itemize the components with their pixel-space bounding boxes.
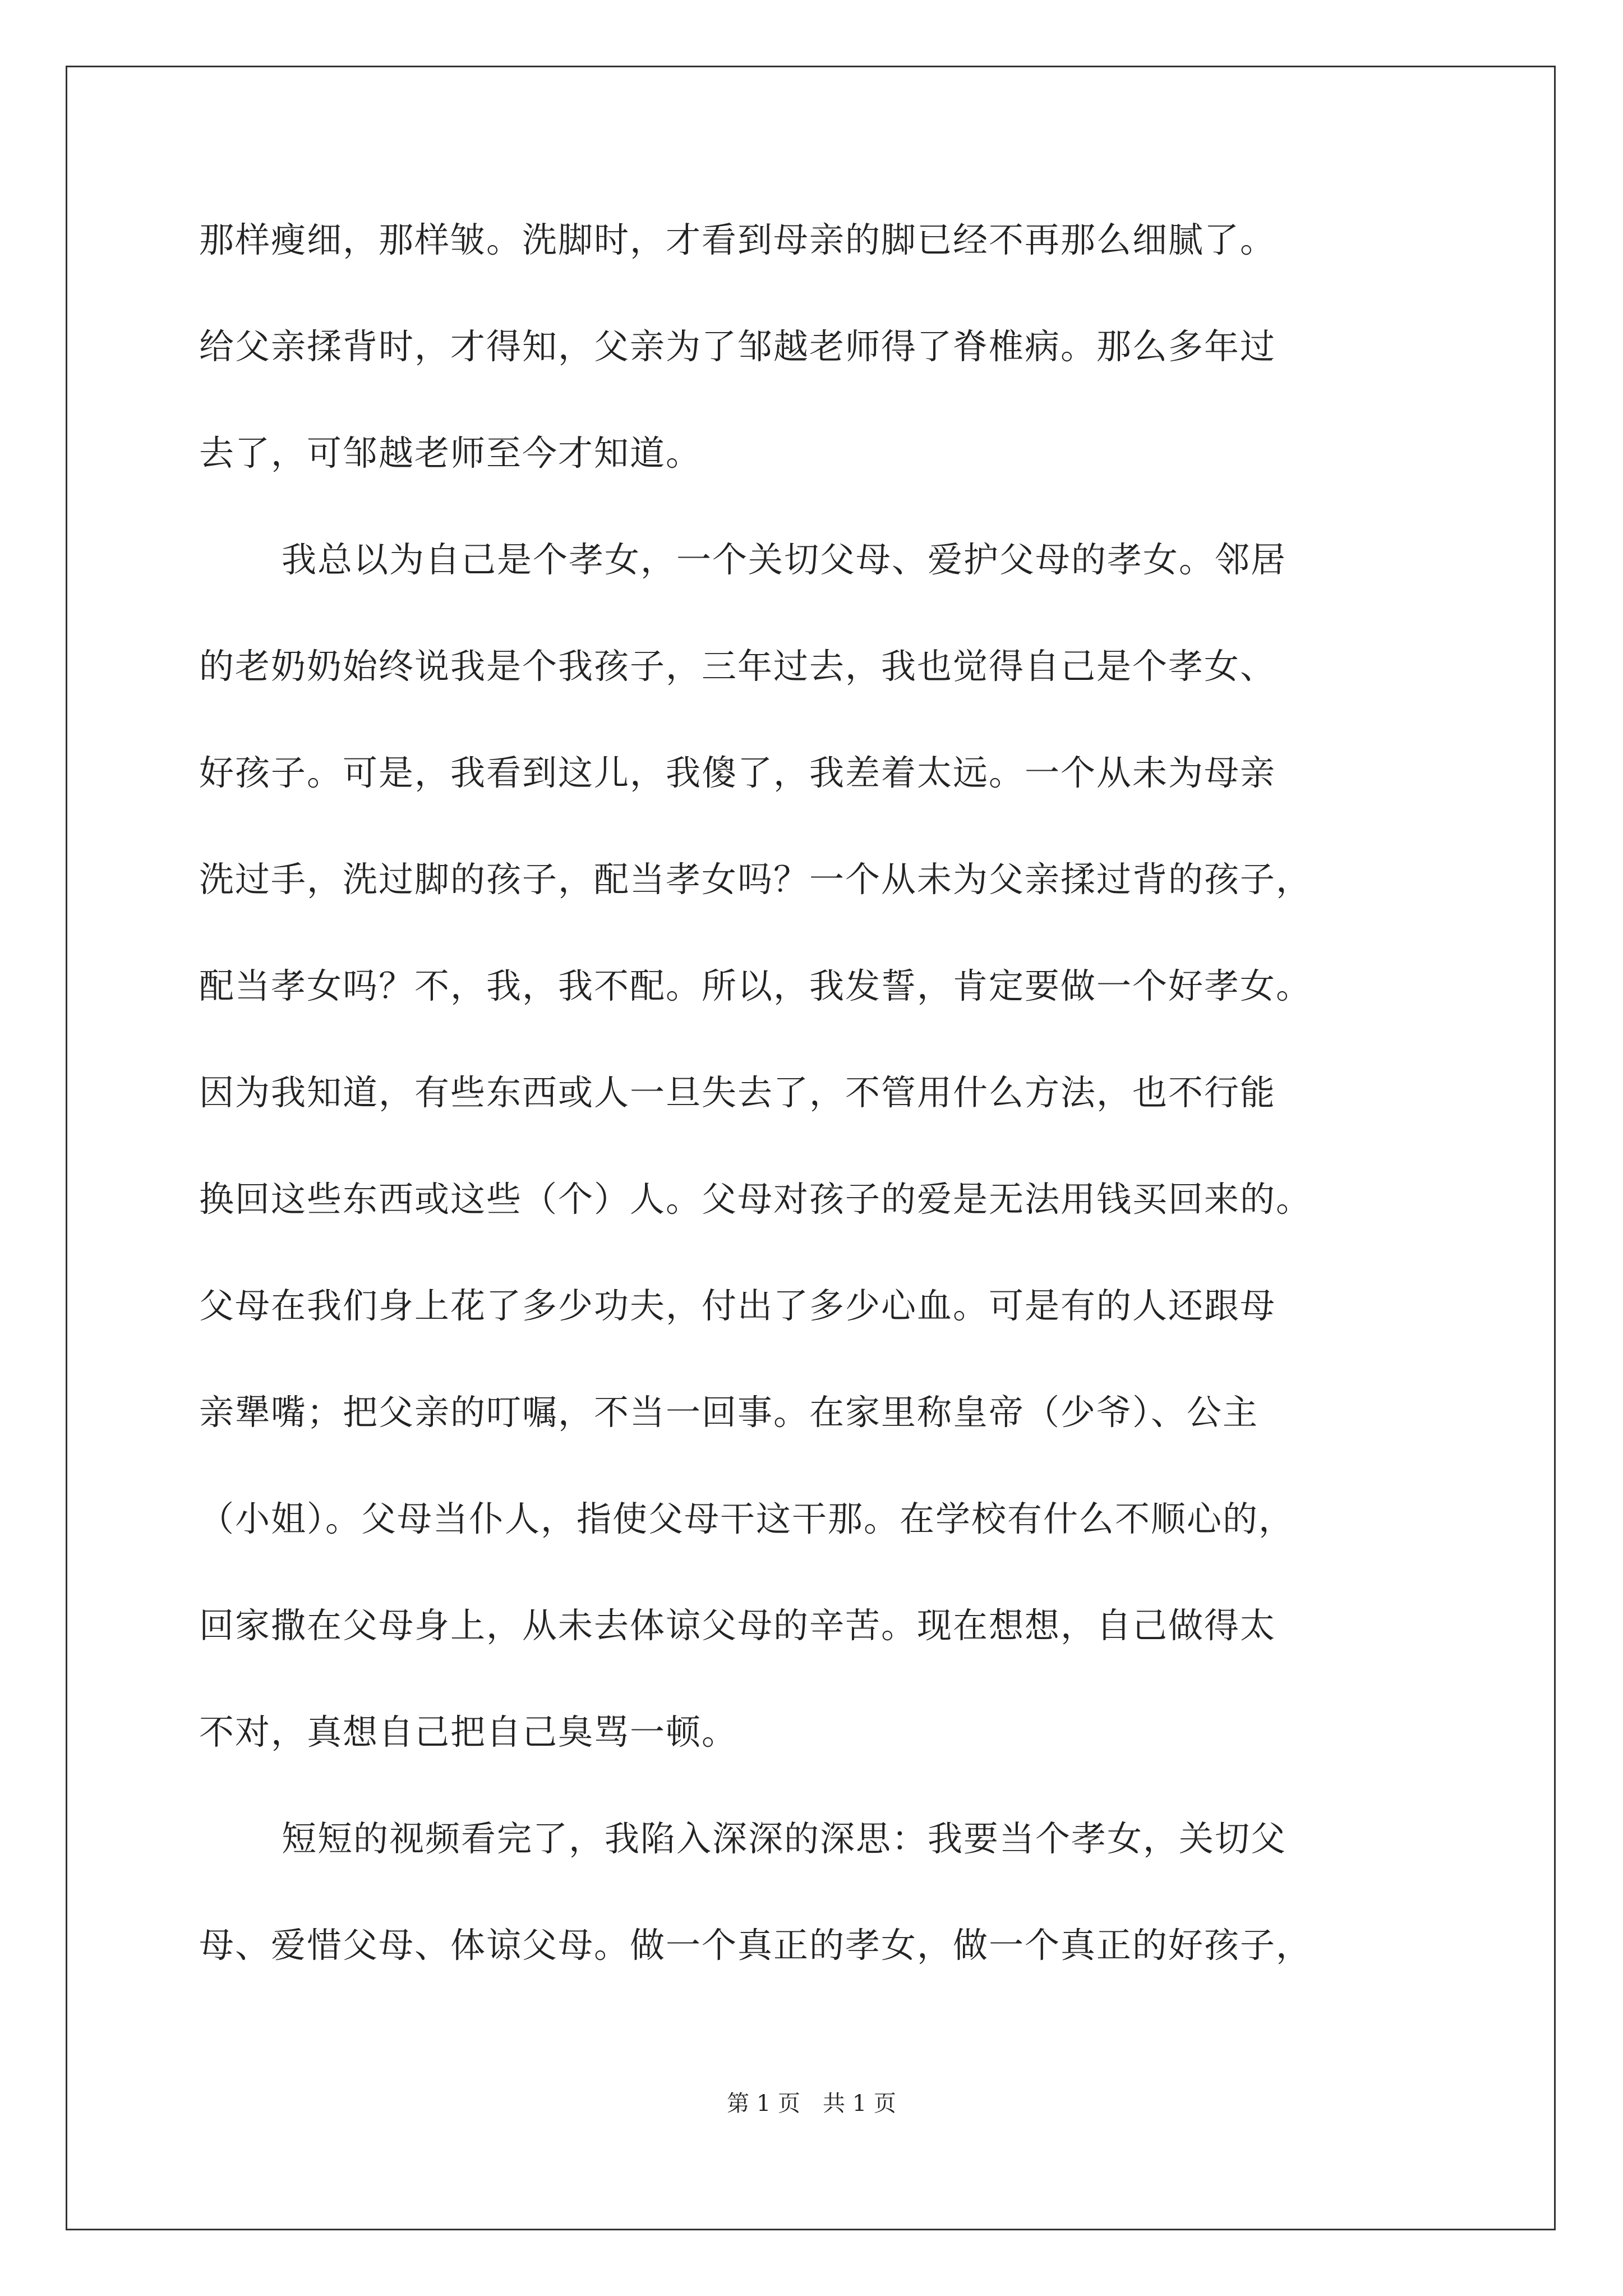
- text-line: 好孩子。可是，我看到这儿，我傻了，我差着太远。一个从未为母亲: [199, 752, 1276, 793]
- text-line: （小姐）。父母当仆人，指使父母干这干那。在学校有什么不顺心的，: [199, 1498, 1295, 1539]
- text-line: 的老奶奶始终说我是个我孩子，三年过去，我也觉得自己是个孝女、: [199, 646, 1276, 687]
- text-line: 配当孝女吗？不，我，我不配。所以，我发誓，肯定要做一个好孝女。: [199, 965, 1312, 1006]
- text-line: 去了，可邹越老师至今才知道。: [199, 432, 702, 473]
- text-line: 换回这些东西或这些（个）人。父母对孩子的爱是无法用钱买回来的。: [199, 1179, 1312, 1220]
- paragraph-start-line: 我总以为自己是个孝女，一个关切父母、爱护父母的孝女。邻居: [282, 539, 1287, 580]
- text-line: 母、爱惜父母、体谅父母。做一个真正的孝女，做一个真正的好孩子，: [199, 1925, 1312, 1966]
- text-line: 因为我知道，有些东西或人一旦失去了，不管用什么方法，也不行能: [199, 1072, 1276, 1113]
- text-line: 洗过手，洗过脚的孩子，配当孝女吗？一个从未为父亲揉过背的孩子，: [199, 859, 1312, 900]
- text-line: 那样瘦细，那样皱。洗脚时，才看到母亲的脚已经不再那么细腻了。: [199, 219, 1276, 260]
- text-line: 给父亲揉背时，才得知，父亲为了邹越老师得了脊椎病。那么多年过: [199, 326, 1276, 367]
- text-line: 父母在我们身上花了多少功夫，付出了多少心血。可是有的人还跟母: [199, 1285, 1276, 1326]
- page-border: [66, 66, 1556, 2230]
- text-line: 回家撒在父母身上，从未去体谅父母的辛苦。现在想想，自己做得太: [199, 1605, 1276, 1646]
- text-line: 亲犟嘴；把父亲的叮嘱，不当一回事。在家里称皇帝（少爷）、公主: [199, 1392, 1259, 1433]
- text-line: 不对，真想自己把自己臭骂一顿。: [199, 1711, 738, 1752]
- paragraph-start-line: 短短的视频看完了，我陷入深深的深思：我要当个孝女，关切父: [282, 1818, 1287, 1859]
- page-number: 第 1 页 共 1 页: [727, 2091, 896, 2116]
